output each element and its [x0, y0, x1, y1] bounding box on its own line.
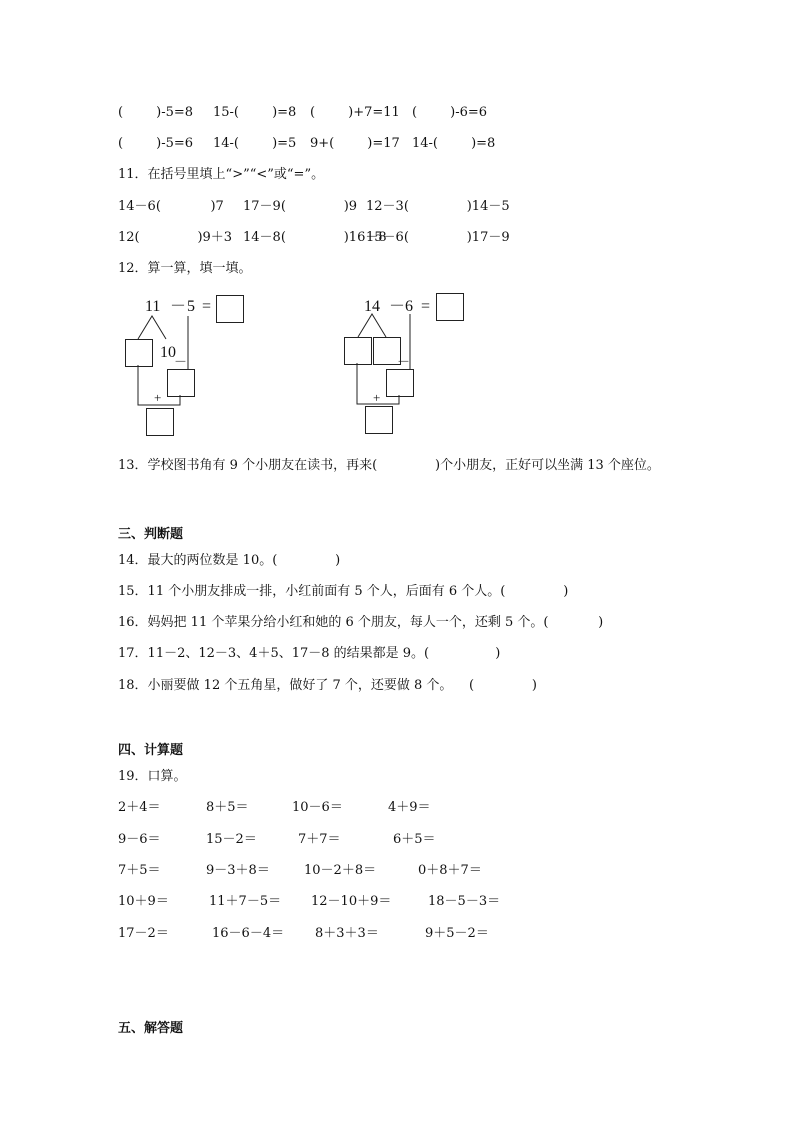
calc-item: 2＋4＝ — [118, 800, 161, 815]
operand-b: 5 — [187, 298, 195, 315]
fill-item: ( )-5=8 — [118, 105, 194, 120]
minus-label: － — [174, 354, 188, 369]
fill-item: ( )-5=6 — [118, 136, 194, 151]
operand-b: 6 — [405, 298, 413, 315]
operand-a: 11 — [145, 298, 161, 315]
calc-item: 9－3＋8＝ — [206, 863, 270, 878]
question-13: 13．学校图书角有 9 个小朋友在读书，再来( )个小朋友，正好可以坐满 13 个座位。 — [118, 458, 660, 473]
operator: － — [389, 298, 406, 315]
question-19: 19．口算。 — [118, 769, 187, 784]
section-4-title: 四、计算题 — [118, 743, 184, 758]
fill-item: 14-( )=8 — [412, 136, 496, 151]
compare-item: 14－6( )7 — [118, 199, 224, 214]
compare-item: 12－3( )14－5 — [366, 199, 510, 214]
operator: － — [170, 298, 187, 315]
fill-item: 14-( )=5 — [213, 136, 297, 151]
compare-item: 17－9( )9 — [243, 199, 358, 214]
compare-item: 12( )9＋3 — [118, 230, 233, 245]
calc-item: 6＋5＝ — [393, 832, 436, 847]
compare-item: 14－8( )16－8 — [243, 230, 387, 245]
judge-item-18: 18．小丽要做 12 个五角星，做好了 7 个，还要做 8 个。 ( ) — [118, 678, 537, 693]
calc-item: 7＋7＝ — [298, 832, 341, 847]
judge-item-16: 16．妈妈把 11 个苹果分给小红和她的 6 个朋友，每人一个，还剩 5 个。( ) — [118, 615, 604, 630]
calc-item: 0＋8＋7＝ — [418, 863, 482, 878]
operand-a: 14 — [364, 298, 380, 315]
plus-label: + — [373, 390, 381, 405]
compare-item: 15－6( )17－9 — [366, 230, 510, 245]
calc-item: 15－2＝ — [206, 832, 257, 847]
equals-sign: = — [421, 298, 431, 315]
question-11: 11．在括号里填上“>”“<”或“=”。 — [118, 167, 325, 182]
minus-label: － — [397, 354, 411, 369]
fill-item: ( )-6=6 — [412, 105, 488, 120]
calc-item: 4＋9＝ — [388, 800, 431, 815]
calc-item: 12－10＋9＝ — [311, 894, 392, 909]
calc-item: 8＋3＋3＝ — [315, 926, 379, 941]
section-5-title: 五、解答题 — [118, 1021, 184, 1036]
calc-item: 9－6＝ — [118, 832, 161, 847]
fill-item: 15-( )=8 — [213, 105, 297, 120]
equals-sign: = — [202, 298, 212, 315]
calc-item: 9＋5－2＝ — [425, 926, 489, 941]
judge-item-14: 14．最大的两位数是 10。( ) — [118, 553, 341, 568]
calc-item: 18－5－3＝ — [428, 894, 501, 909]
ten-label: 10 — [160, 344, 176, 361]
judge-item-17: 17．11－2、12－3、4＋5、17－8 的结果都是 9。( ) — [118, 646, 501, 661]
section-3-title: 三、判断题 — [118, 527, 184, 542]
calc-item: 16－6－4＝ — [212, 926, 285, 941]
calc-item: 7＋5＝ — [118, 863, 161, 878]
calc-item: 11＋7－5＝ — [209, 894, 282, 909]
fill-item: ( )+7=11 — [310, 105, 400, 120]
calc-item: 10－2＋8＝ — [304, 863, 377, 878]
calc-item: 17－2＝ — [118, 926, 169, 941]
plus-label: + — [154, 390, 162, 405]
judge-item-15: 15．11 个小朋友排成一排，小红前面有 5 个人，后面有 6 个人。( ) — [118, 584, 569, 599]
calc-item: 10＋9＝ — [118, 894, 169, 909]
calc-item: 8＋5＝ — [206, 800, 249, 815]
fill-item: 9+( )=17 — [310, 136, 400, 151]
calc-item: 10－6＝ — [292, 800, 343, 815]
question-12: 12．算一算，填一填。 — [118, 261, 252, 276]
